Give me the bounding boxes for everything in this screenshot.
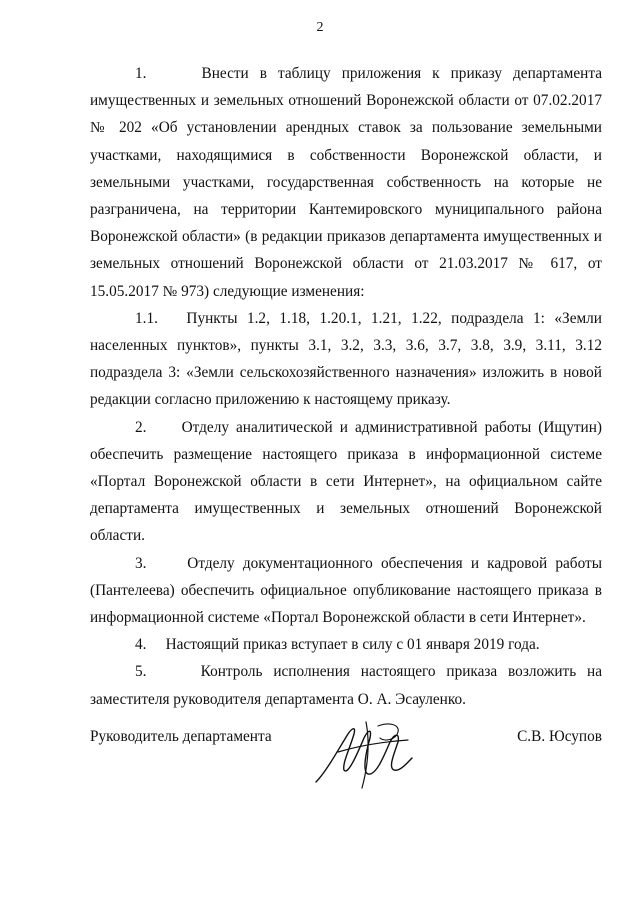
page-number: 2 (316, 20, 324, 35)
paragraph-1-1: 1.1. Пункты 1.2, 1.18, 1.20.1, 1.21, 1.22, подраздела 1: «Земли населенных пунктов», пункты 3.1, 3.2, 3.3, 3.6, 3.7, 3.8, 3.9, 3.11, 3.12 подраздела 3: «Земли сельскохозяйственного назначения» изложить в новой редакции согласно приложению к настоящему приказу. (90, 309, 602, 409)
paragraph-2: 2. Отделу аналитической и административной работы (Ищутин) обеспечить размещение настоящего приказа в информационной системе «Портал Воронежской области в сети Интернет», на официальном сайте департамента имущественных и земельных отношений Воронежской области. (90, 418, 602, 545)
document-body (90, 60, 602, 713)
handwritten-signature (308, 712, 418, 792)
paragraph-5: 5. Контроль исполнения настоящего приказа возложить на заместителя руководителя департамента О. А. Эсауленко. (90, 663, 602, 708)
paragraph-1: 1. Внести в таблицу приложения к приказу департамента имущественных и земельных отношений Воронежской области от 07.02.2017 № 202 «Об установлении арендных ставок за пользование земельными участками, находящимися в собственности Воронежской области, и земельными участками, государственная собственность на которые не разграничена, на территории Кантемировского муниципального района Воронежской области» (в редакции приказов департамента имущественных и земельных отношений Воронежской области от 21.03.2017 № 617, от 15.05.2017 № 973) следующие изменения: (90, 65, 602, 300)
signature-block (90, 712, 602, 792)
signatory-name: С.В. Юсупов (517, 728, 602, 745)
signatory-title: Руководитель департамента (90, 728, 272, 745)
paragraph-3: 3. Отделу документационного обеспечения и кадровой работы (Пантелеева) обеспечить официальное опубликование настоящего приказа в информационной системе «Портал Воронежской области в сети Интернет». (90, 554, 602, 627)
paragraph-4: 4. Настоящий приказ вступает в силу с 01 января 2019 года. (135, 636, 540, 654)
